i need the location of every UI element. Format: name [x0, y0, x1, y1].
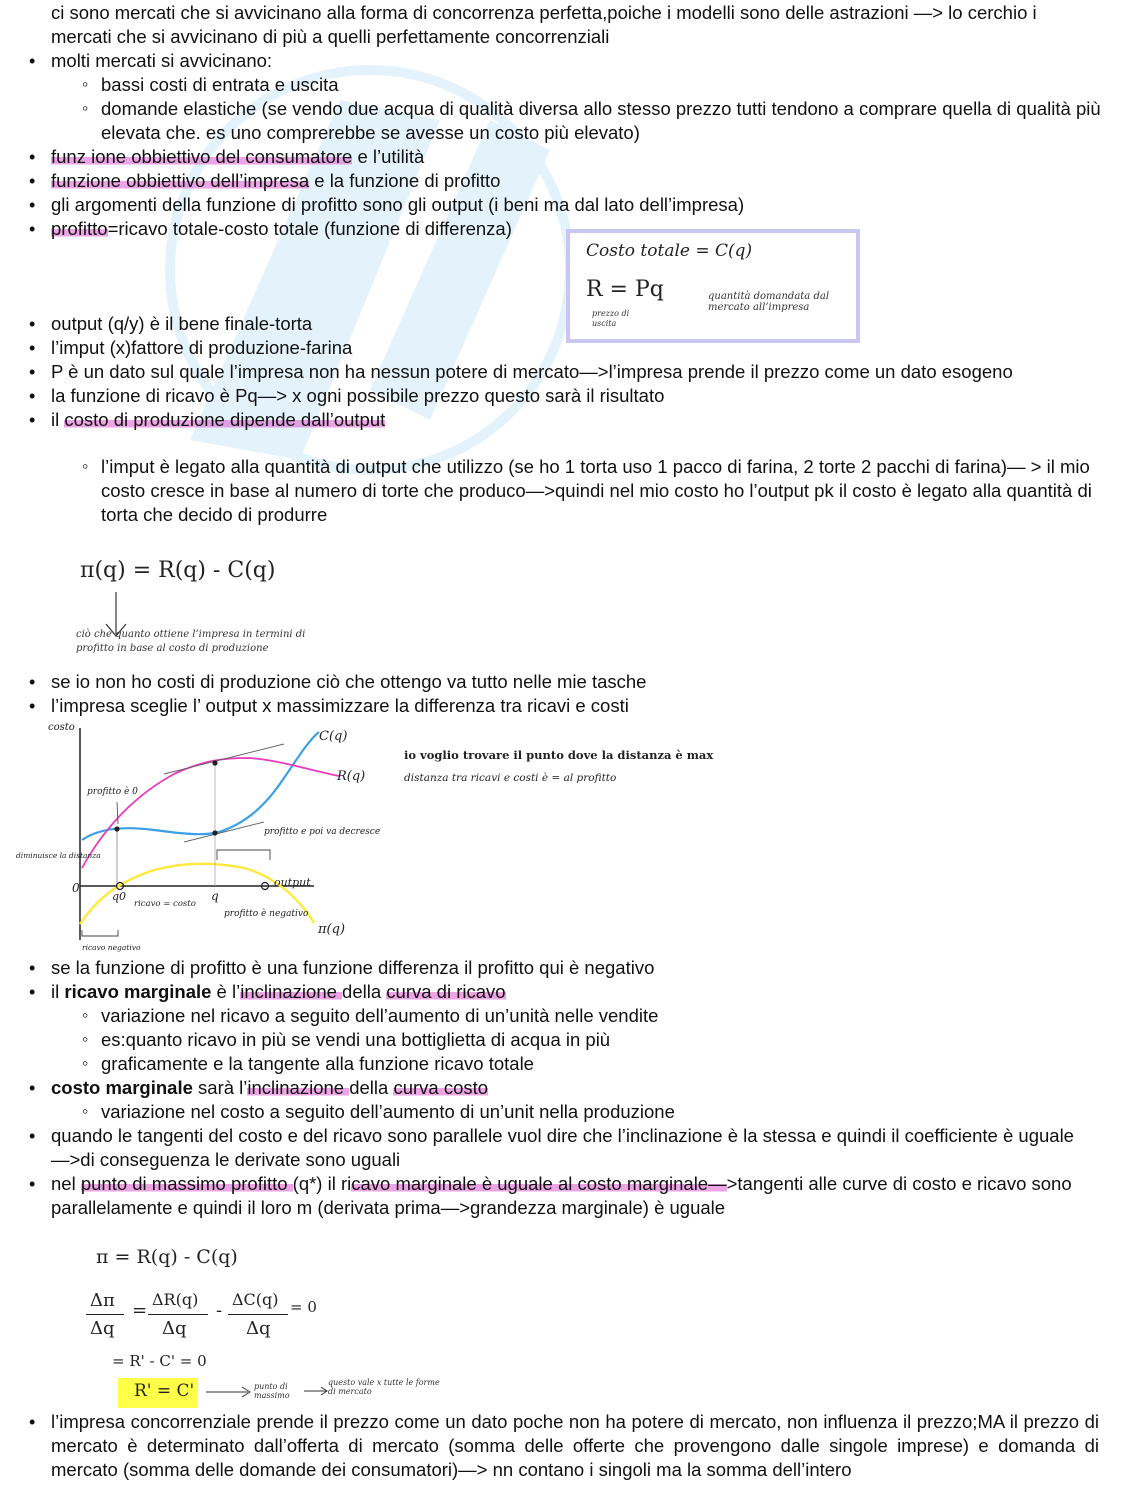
label-zero: 0: [72, 881, 80, 895]
highlight: cavo marginale è uguale al costo marginale—: [351, 1173, 727, 1194]
formula-derivative: Δπ Δq = ΔR(q) Δq - ΔC(q) Δq = 0: [86, 1286, 346, 1342]
line-1: mercati che si avvicinano di più a quelli perfettamente concorrenziali: [51, 26, 610, 47]
bullet-item: • il ricavo marginale è l’inclinazione della curva di ricavo: [51, 980, 506, 1004]
sub-item: ◦ es:quanto ricavo in più se vendi una bottiglietta di acqua in più: [101, 1028, 610, 1052]
bullet-item: • se io non ho costi di produzione ciò che ottengo va tutto nelle mie tasche: [51, 670, 646, 694]
highlight: punto di massimo profitto: [80, 1173, 293, 1194]
bullet-item: • se la funzione di profitto è una funzione differenza il profitto qui è negativo: [51, 956, 654, 980]
label-dim-distance: diminuisce la distanza: [16, 851, 101, 860]
highlight: curva di ricavo: [386, 981, 506, 1002]
bullet-item: • l’impresa sceglie l’ output x massimizzare la differenza tra ricavi e costi: [51, 694, 629, 718]
bullet-item: • costo marginale sarà l’inclinazione della curva costo: [51, 1076, 488, 1100]
bullet-item: • l’imput (x)fattore di produzione-farina: [51, 336, 352, 360]
highlight: funz ione obbiettivo del consumatore: [51, 146, 353, 167]
highlight: inclinazione: [247, 1077, 350, 1098]
label-profit-decrease: profitto e poi va decresce: [264, 827, 381, 837]
sub-item: ◦ l’imput è legato alla quantità di output che utilizzo (se ho 1 torta uso 1 pacco di farina, 2 torte 2 pacchi di farina)— > il mio costo cresce in base al numero di torte che produco—>quindi nel mio costo ho l’output pk il costo è legato alla quantità di torta che decido di produrre: [101, 455, 1113, 527]
bullet-item: • l’impresa concorrenziale prende il prezzo come un dato poche non ha potere di mercato, non influenza il prezzo;MA il prezzo di mercato è determinato dall’offerta di mercato (somma delle offerte che provengono dalle singole imprese) e domanda di mercato (somma delle domande dei consumatori)—> nn contano i singoli ma la somma dell’intero: [51, 1410, 1099, 1482]
bullet-item: • la funzione di ricavo è Pq—> x ogni possibile prezzo questo sarà il risultato: [51, 384, 664, 408]
graph-ylabel: costo: [48, 722, 75, 733]
sub-item: ◦ bassi costi di entrata e uscita: [101, 73, 339, 97]
label-piq: π(q): [318, 922, 346, 937]
bullet-item: • molti mercati si avvicinano:: [51, 49, 272, 73]
label-q: q: [211, 889, 219, 903]
profit-formula: π(q) = R(q) - C(q): [80, 558, 276, 583]
highlight: profitto: [51, 218, 108, 239]
line-0: ci sono mercati che si avvicinano alla forma di concorrenza perfetta,poiche i modelli sono delle astrazioni —> lo cerchio i: [51, 2, 1037, 23]
graph-note-1: io voglio trovare il punto dove la distanza è max: [404, 748, 714, 762]
graph-note-2: distanza tra ricavi e costi è = al profitto: [404, 772, 617, 784]
cost-curve: [82, 732, 319, 840]
profit-formula-note: ciò che quanto ottiene l’impresa in termini di profitto in base al costo di produzione: [76, 629, 306, 654]
sub-item: ◦ variazione nel costo a seguito dell’aumento di un’unit nella produzione: [101, 1100, 675, 1124]
sub-item: ◦ graficamente e la tangente alla funzione ricavo totale: [101, 1052, 534, 1076]
label-cq: C(q): [319, 729, 348, 744]
bullet-item: • output (q/y) è il bene finale-torta: [51, 312, 312, 336]
highlight: funzione obbiettivo dell’impresa: [51, 170, 310, 191]
sub-item: ◦ variazione nel ricavo a seguito dell’aumento di un’unità nelle vendite: [101, 1004, 658, 1028]
sub-item: ◦ domande elastiche (se vendo due acqua di qualità diversa allo stesso prezzo tutti tendono a comprare quella di qualità più elevata che. es uno comprerebbe se avesse un costo più elevato): [101, 97, 1101, 145]
bullet-item: • P è un dato sul quale l’impresa non ha nessun potere di mercato—>l’impresa prende il prezzo come un dato esogeno: [51, 360, 1013, 384]
cost-revenue-graph: [14, 718, 394, 954]
revenue-curve: [82, 758, 339, 868]
highlight: curva costo: [393, 1077, 489, 1098]
bullet-item: • profitto=ricavo totale-costo totale (funzione di differenza): [51, 217, 512, 241]
label-output: output: [274, 876, 311, 889]
formula-marginal: = R' - C' = 0: [112, 1352, 207, 1370]
note-all-markets: questo vale x tutte le forme di mercato: [328, 1378, 440, 1396]
bullet-item: • gli argomenti della funzione di profitto sono gli output (i beni ma dal lato dell’impresa): [51, 193, 744, 217]
highlight: costo di produzione dipende dall’output: [64, 409, 386, 430]
bullet-item: • quando le tangenti del costo e del ricavo sono parallele vuol dire che l’inclinazione è la stessa e quindi il coefficiente è uguale—>di conseguenza le derivate sono uguali: [51, 1124, 1091, 1172]
label-profitto-negativo: profitto è negativo: [224, 909, 309, 919]
label-rq: R(q): [337, 769, 366, 784]
handwritten-note-box: Costo totale = C(q) R = Pq prezzo di uscita quantità domandata dal mercato all’impresa: [566, 229, 860, 343]
bullet-item: • nel punto di massimo profitto (q*) il ricavo marginale è uguale al costo marginale—>tangenti alle curve di costo e ricavo sono parallelamente e quindi il loro m (derivata prima—>grandezza marginale) è uguale: [51, 1172, 1096, 1220]
bullet-item: • il costo di produzione dipende dall’output: [51, 408, 385, 432]
label-q0: q0: [112, 890, 127, 903]
bullet-item: • funz ione obbiettivo del consumatore e l’utilità: [51, 145, 424, 169]
label-profit-zero: profitto è 0: [87, 787, 138, 797]
highlight: inclinazione: [240, 981, 343, 1002]
highlight-box: R' = C': [118, 1378, 198, 1408]
revenue-tangent: [164, 744, 284, 774]
bullet-item: • funzione obbiettivo dell’impresa e la funzione di profitto: [51, 169, 500, 193]
label-ricavo-negativo: ricavo negativo: [82, 943, 141, 952]
label-ricavo-costo: ricavo = costo: [134, 899, 196, 909]
cost-tangent: [184, 822, 264, 842]
formula-profit: π = R(q) - C(q): [96, 1246, 238, 1268]
note-max-point: punto di massimo: [254, 1382, 290, 1400]
